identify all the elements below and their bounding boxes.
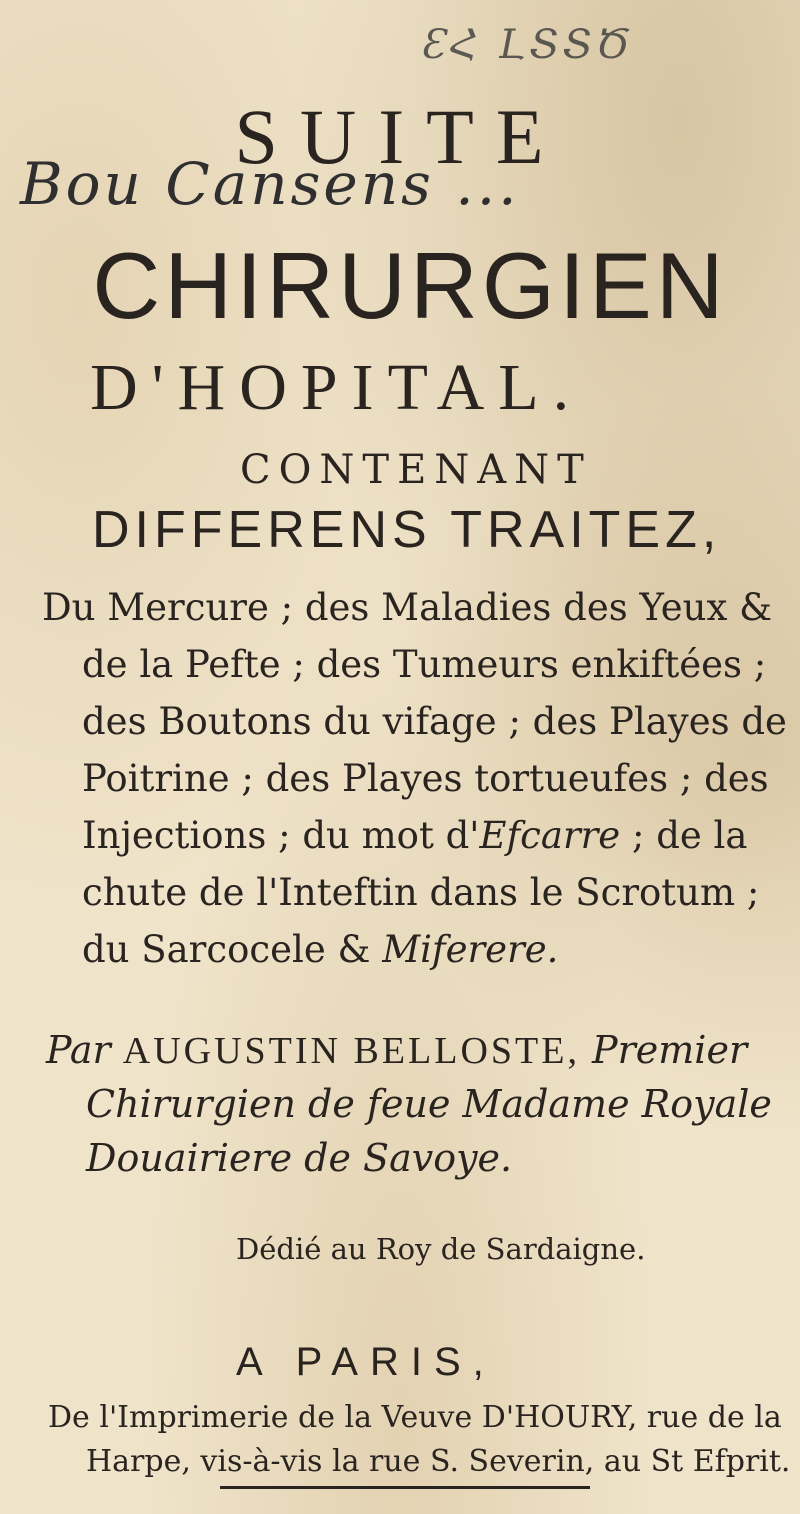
author-role-line: Chirurgien de feue Madame Royale: [86, 1082, 772, 1126]
subtitle-differens-traitez: DIFFERENS TRAITEZ,: [92, 501, 722, 559]
contents-italic-term: Miferere.: [382, 928, 559, 971]
author-par: Par: [46, 1028, 123, 1072]
author-role-line: Douairiere de Savoye.: [86, 1136, 513, 1180]
imprint-rule: [220, 1486, 590, 1489]
contents-line: chute de l'Inteftin dans le Scrotum ;: [82, 871, 760, 914]
contents-text: Injections ; du mot d': [82, 814, 480, 857]
contents-line: des Boutons du vifage ; des Playes de: [82, 700, 787, 743]
contents-line: de la Pefte ; des Tumeurs enkiftées ;: [82, 643, 767, 686]
imprint-city: A PARIS,: [236, 1340, 496, 1384]
contents-italic-term: Efcarre: [479, 814, 621, 857]
handwritten-shelfmark: ԐՀ ԼՏՏԾ: [420, 22, 634, 68]
title-dhopital: D'HOPITAL.: [90, 351, 584, 424]
contents-text: du Sarcocele &: [82, 928, 383, 971]
author-name: AUGUSTIN BELLOSTE,: [122, 1030, 580, 1072]
contents-line: Du Mercure ; des Maladies des Yeux &: [42, 586, 773, 629]
author-role: Premier: [579, 1028, 748, 1072]
handwritten-title-annotation: Bou Cansens ...: [20, 150, 520, 218]
contents-text: ; de la: [620, 814, 748, 857]
title-chirurgien: CHIRURGIEN: [92, 233, 728, 338]
contents-line: [82, 928, 800, 971]
title-suite: SUITE: [234, 93, 566, 180]
dedication: Dédié au Roy de Sardaigne.: [236, 1232, 646, 1266]
imprint-printer-line: De l'Imprimerie de la Veuve D'HOURY, rue de la: [48, 1400, 782, 1435]
contents-line: Poitrine ; des Playes tortueufes ; des: [82, 757, 769, 800]
contents-line: [82, 814, 800, 857]
imprint-address-line: Harpe, vis-à-vis la rue S. Severin, au St Efprit.: [86, 1444, 791, 1479]
subtitle-contenant: CONTENANT: [240, 447, 592, 493]
author-line: [46, 1028, 800, 1073]
